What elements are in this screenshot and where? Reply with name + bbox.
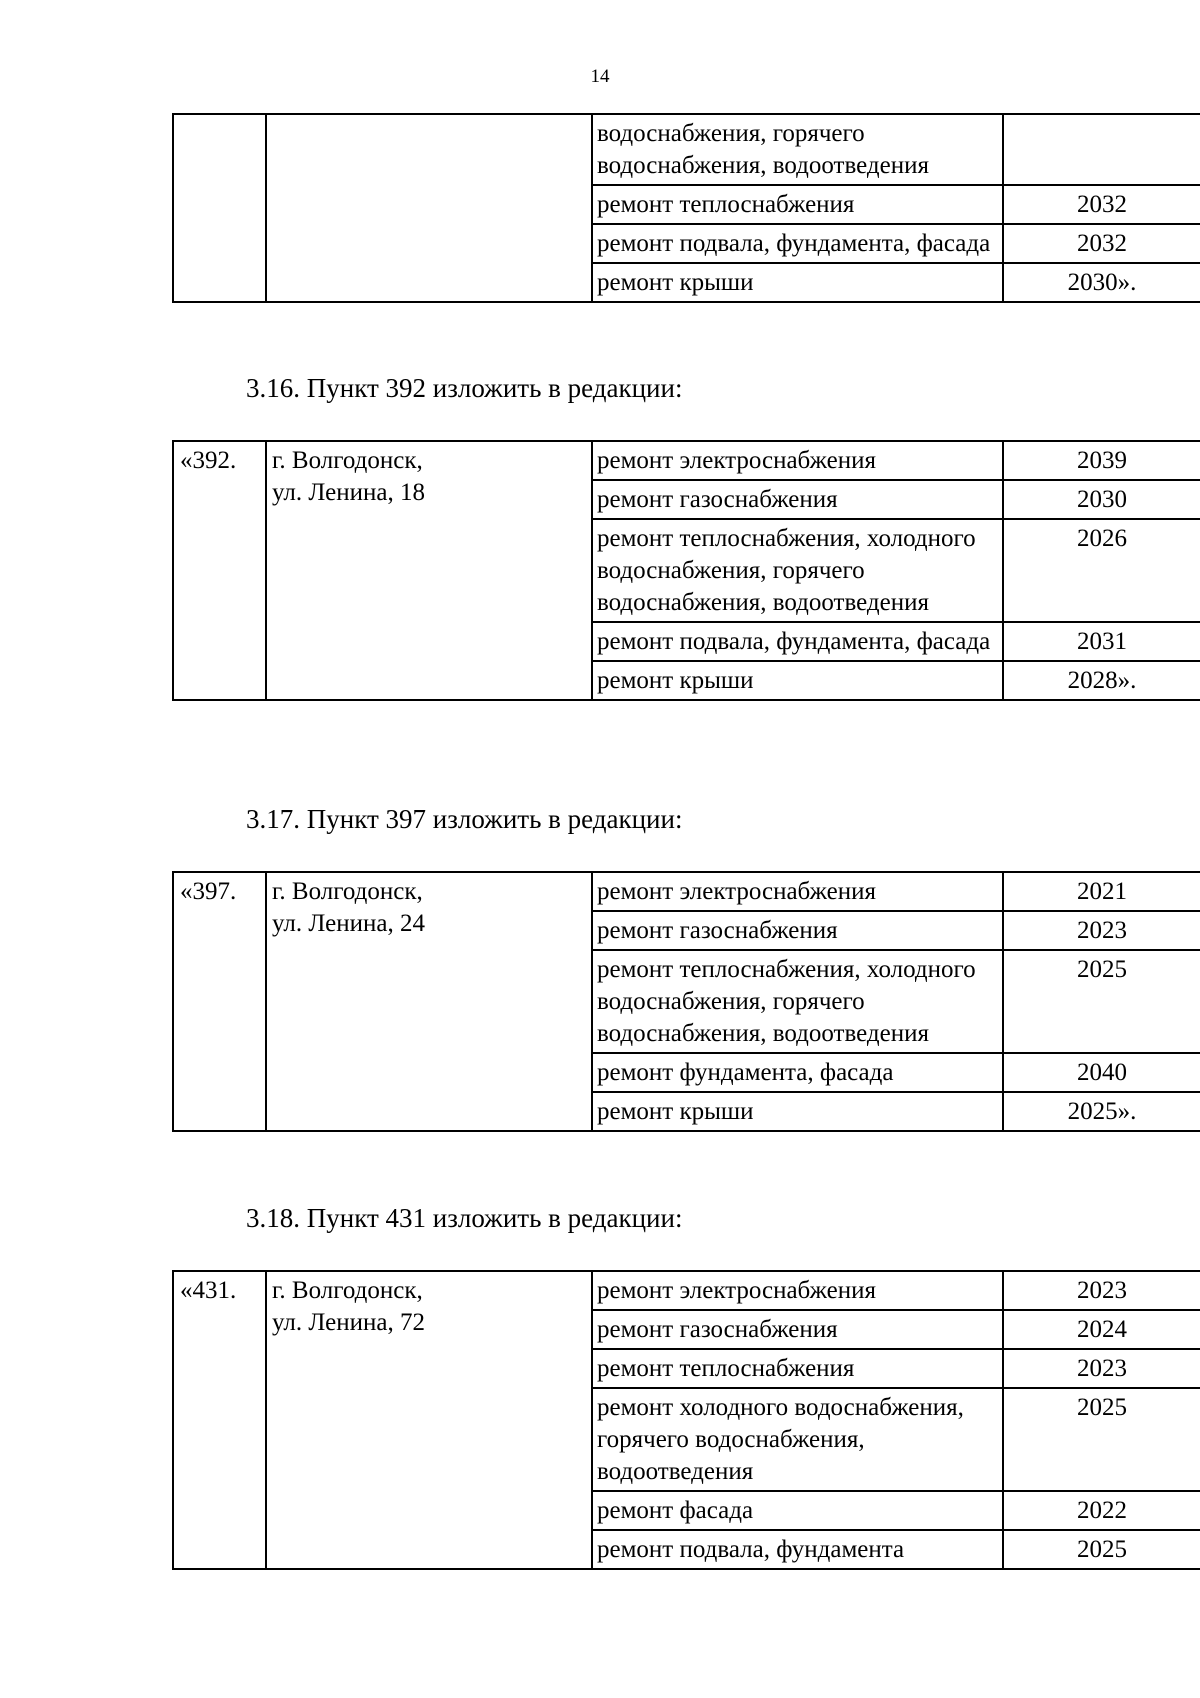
year-cell: 2022: [1003, 1491, 1200, 1530]
item-table: [172, 440, 1200, 701]
work-type-cell: ремонт газоснабжения: [592, 911, 1003, 950]
year-cell: 2024: [1003, 1310, 1200, 1349]
address-street: ул. Ленина, 18: [272, 479, 425, 506]
page-number: 14: [590, 66, 610, 87]
section-heading: 3.18. Пункт 431 изложить в редакции:: [246, 1203, 683, 1233]
year-cell: 2025: [1003, 950, 1200, 1053]
item-number-cell: «431.: [173, 1271, 266, 1569]
item-number-cell: «397.: [173, 872, 266, 1131]
year-cell: [1003, 114, 1200, 185]
year-cell: 2040: [1003, 1053, 1200, 1092]
address-city: г. Волгодонск,: [272, 878, 423, 905]
address-city: г. Волгодонск,: [272, 447, 423, 474]
year-cell: 2023: [1003, 1271, 1200, 1310]
year-cell: 2032: [1003, 185, 1200, 224]
section-heading: 3.17. Пункт 397 изложить в редакции:: [246, 804, 683, 834]
work-type-cell: ремонт теплоснабжения: [592, 185, 1003, 224]
address-city: г. Волгодонск,: [272, 1277, 423, 1304]
year-cell: 2031: [1003, 622, 1200, 661]
year-cell: 2023: [1003, 1349, 1200, 1388]
work-type-cell: ремонт холодного водоснабжения, горячего водоснабжения, водоотведения: [592, 1388, 1003, 1491]
table-row: [173, 1271, 1200, 1310]
work-type-cell: ремонт теплоснабжения: [592, 1349, 1003, 1388]
address-street: ул. Ленина, 24: [272, 910, 425, 937]
table-row: [173, 441, 1200, 480]
work-type-cell: ремонт теплоснабжения, холодного водоснабжения, горячего водоснабжения, водоотведения: [592, 950, 1003, 1053]
address-cell: [266, 1271, 592, 1569]
address-street: ул. Ленина, 72: [272, 1309, 425, 1336]
item-table: [172, 871, 1200, 1132]
work-type-cell: ремонт газоснабжения: [592, 1310, 1003, 1349]
continuation-table: [172, 113, 1200, 303]
work-type-cell: ремонт крыши: [592, 1092, 1003, 1131]
work-type-cell: ремонт электроснабжения: [592, 1271, 1003, 1310]
year-cell: 2030: [1003, 480, 1200, 519]
table-row: [173, 114, 1200, 185]
work-type-cell: ремонт электроснабжения: [592, 872, 1003, 911]
item-table: [172, 1270, 1200, 1570]
item-number-cell: [173, 114, 266, 302]
work-type-cell: ремонт крыши: [592, 661, 1003, 700]
address-cell: [266, 114, 592, 302]
table-row: [173, 872, 1200, 911]
work-type-cell: ремонт фасада: [592, 1491, 1003, 1530]
work-type-cell: ремонт электроснабжения: [592, 441, 1003, 480]
work-type-cell: ремонт подвала, фундамента: [592, 1530, 1003, 1569]
year-cell: 2026: [1003, 519, 1200, 622]
work-type-cell: ремонт крыши: [592, 263, 1003, 302]
year-cell: 2025: [1003, 1388, 1200, 1491]
work-type-cell: ремонт подвала, фундамента, фасада: [592, 622, 1003, 661]
address-cell: [266, 441, 592, 700]
year-cell: 2025».: [1003, 1092, 1200, 1131]
work-type-cell: водоснабжения, горячего водоснабжения, водоотведения: [592, 114, 1003, 185]
item-number-cell: «392.: [173, 441, 266, 700]
work-type-cell: ремонт фундамента, фасада: [592, 1053, 1003, 1092]
year-cell: 2025: [1003, 1530, 1200, 1569]
year-cell: 2021: [1003, 872, 1200, 911]
work-type-cell: ремонт теплоснабжения, холодного водоснабжения, горячего водоснабжения, водоотведения: [592, 519, 1003, 622]
year-cell: 2028».: [1003, 661, 1200, 700]
year-cell: 2030».: [1003, 263, 1200, 302]
work-type-cell: ремонт подвала, фундамента, фасада: [592, 224, 1003, 263]
year-cell: 2039: [1003, 441, 1200, 480]
address-cell: [266, 872, 592, 1131]
year-cell: 2023: [1003, 911, 1200, 950]
year-cell: 2032: [1003, 224, 1200, 263]
work-type-cell: ремонт газоснабжения: [592, 480, 1003, 519]
section-heading: 3.16. Пункт 392 изложить в редакции:: [246, 373, 683, 403]
